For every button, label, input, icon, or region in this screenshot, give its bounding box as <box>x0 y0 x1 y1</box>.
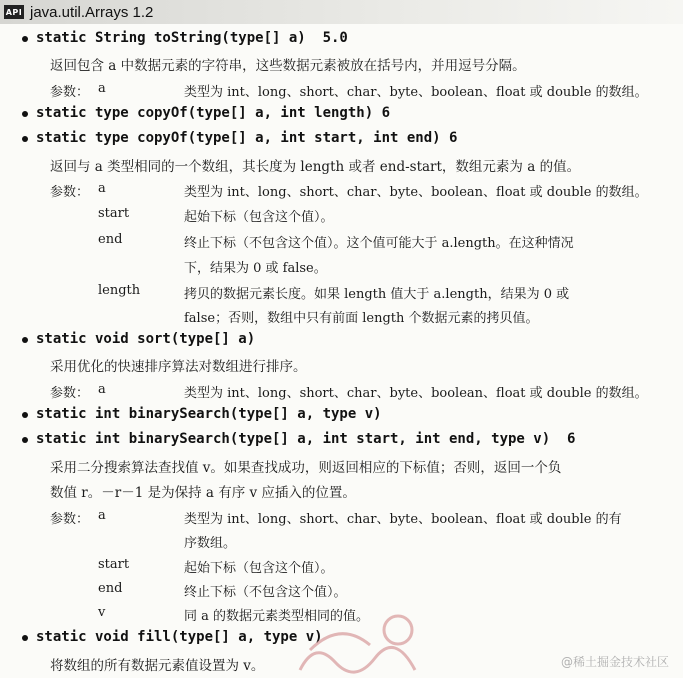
param-description: 类型为 int、long、short、char、byte、boolean、float 或 double 的数组。 <box>184 85 648 100</box>
param-description: 终止下标（不包含这个值）。这个值可能大于 a.length。在这种情况 <box>184 236 574 251</box>
bullet-icon <box>22 635 28 641</box>
bullet-icon <box>22 412 28 418</box>
param-description: 拷贝的数据元素长度。如果 length 值大于 a.length，结果为 0 或 <box>184 287 570 302</box>
param-description-cont: 序数组。 <box>184 536 237 551</box>
method-description: 采用二分搜索算法查找值 v。如果查找成功，则返回相应的下标值；否则，返回一个负 <box>50 460 562 476</box>
param-description: 起始下标（包含这个值）。 <box>184 561 334 576</box>
method-signature-binarysearch-range: static int binarySearch(type[] a, int start, int end, type v) 6 <box>36 431 575 447</box>
param-description: 类型为 int、long、short、char、byte、boolean、float 或 double 的数组。 <box>184 185 648 200</box>
method-signature-sort: static void sort(type[] a) <box>36 331 255 347</box>
method-description: 返回与 a 类型相同的一个数组，其长度为 length 或者 end-start，数组元素为 a 的值。 <box>50 159 581 175</box>
param-label: 参数： <box>50 85 90 100</box>
param-label: 参数： <box>50 185 90 200</box>
param-description: 类型为 int、long、short、char、byte、boolean、float 或 double 的数组。 <box>184 386 648 401</box>
param-description-cont: 下，结果为 0 或 false。 <box>184 261 327 276</box>
method-signature-copyof-range: static type copyOf(type[] a, int start, int end) 6 <box>36 130 457 146</box>
param-description: 终止下标（不包含这个值）。 <box>184 585 347 600</box>
param-name: end <box>98 581 123 596</box>
site-watermark: @稀土掘金技术社区 <box>560 655 669 669</box>
param-description: 类型为 int、long、short、char、byte、boolean、float 或 double 的有 <box>184 512 622 527</box>
api-header <box>0 0 683 24</box>
class-title: java.util.Arrays 1.2 <box>30 3 154 21</box>
param-name: start <box>98 557 130 572</box>
param-name: a <box>98 81 106 96</box>
method-description: 将数组的所有数据元素值设置为 v。 <box>50 658 265 674</box>
param-label: 参数： <box>50 512 90 527</box>
param-description: 起始下标（包含这个值）。 <box>184 210 334 225</box>
bullet-icon <box>22 437 28 443</box>
param-name: start <box>98 206 130 221</box>
param-name: length <box>98 283 141 298</box>
method-signature-copyof: static type copyOf(type[] a, int length) 6 <box>36 105 390 121</box>
method-signature-tostring: static String toString(type[] a) 5.0 <box>36 30 348 46</box>
param-description-cont: false；否则，数组中只有前面 length 个数据元素的拷贝值。 <box>184 311 539 326</box>
param-description: 同 a 的数据元素类型相同的值。 <box>184 609 370 624</box>
method-signature-binarysearch: static int binarySearch(type[] a, type v) <box>36 406 382 422</box>
param-name: a <box>98 382 106 397</box>
method-description: 采用优化的快速排序算法对数组进行排序。 <box>50 359 307 375</box>
param-label: 参数： <box>50 386 90 401</box>
bullet-icon <box>22 111 28 117</box>
method-description-cont: 数值 r。－r－1 是为保持 a 有序 v 应插入的位置。 <box>50 485 356 501</box>
param-name: v <box>98 605 106 620</box>
method-description: 返回包含 a 中数据元素的字符串，这些数据元素被放在括号内，并用逗号分隔。 <box>50 58 526 74</box>
param-name: end <box>98 232 123 247</box>
api-icon: API <box>4 5 24 19</box>
method-signature-fill: static void fill(type[] a, type v) <box>36 629 323 645</box>
param-name: a <box>98 181 106 196</box>
bullet-icon <box>22 36 28 42</box>
bullet-icon <box>22 136 28 142</box>
bullet-icon <box>22 337 28 343</box>
param-name: a <box>98 508 106 523</box>
